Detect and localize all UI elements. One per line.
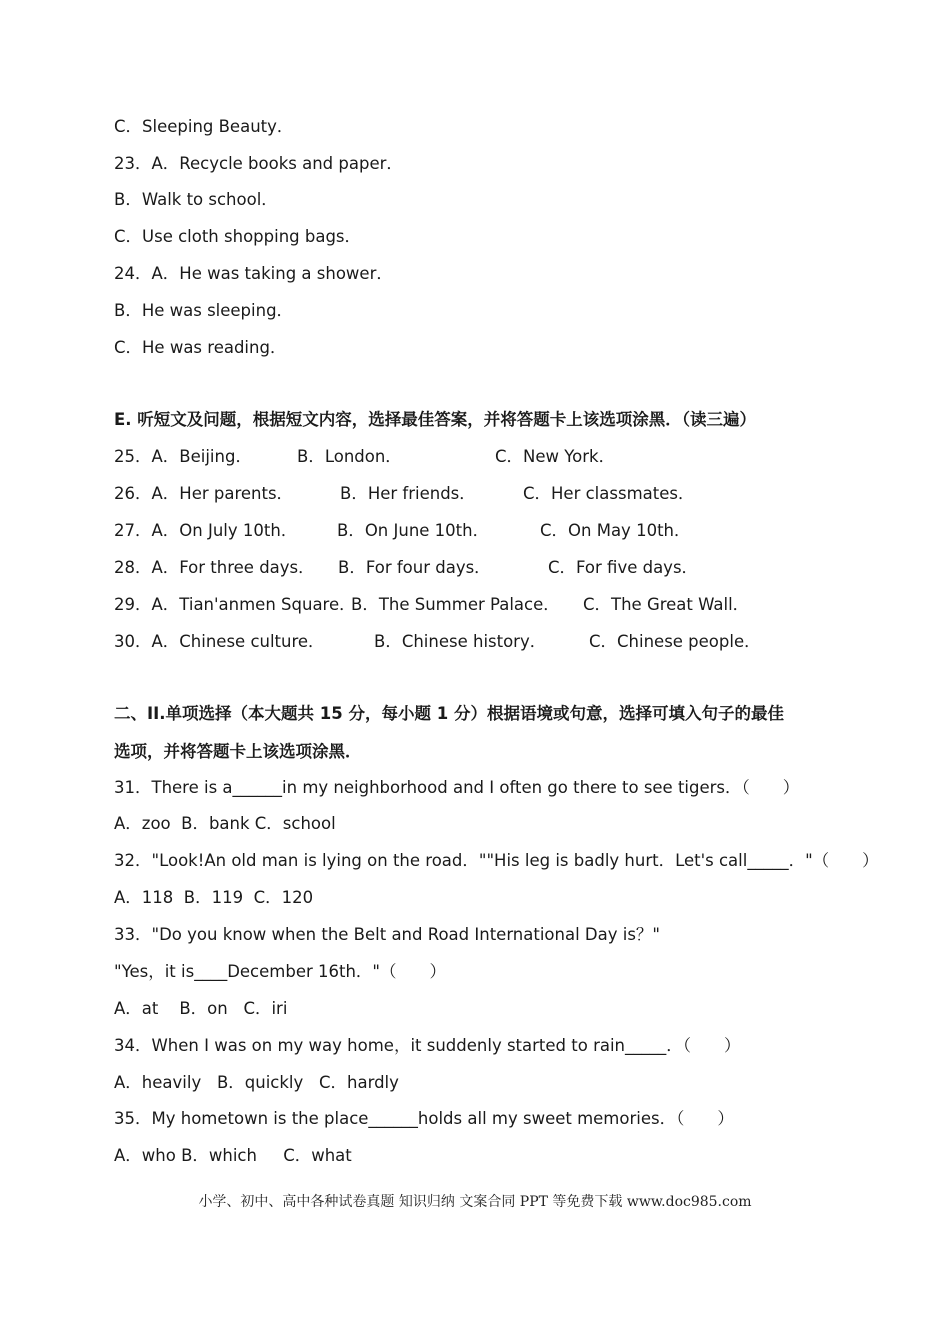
question-34: 34．When I was on my way home，it suddenly started to rain_____．（ ） xyxy=(114,1036,741,1055)
question-33: 33．"Do you know when the Belt and Road International Day is？" xyxy=(114,925,661,944)
question-33-cont: "Yes，it is____December 16th．"（ ） xyxy=(114,962,447,981)
question-31-options: A．zoo B．bank C．school xyxy=(114,814,336,833)
question-line: 23．A．Recycle books and paper． xyxy=(114,154,403,173)
question-32: 32．"Look!An old man is lying on the road．""His leg is badly hurt．Let's call_____．"（ ） xyxy=(114,851,879,870)
option-line: C．Use cloth shopping bags． xyxy=(114,227,362,246)
question-25-a: 25．A．Beijing． xyxy=(114,447,252,466)
question-27-c: C．On May 10th． xyxy=(540,521,691,540)
question-29-b: B．The Summer Palace． xyxy=(351,595,560,614)
question-25-b: B．London． xyxy=(297,447,402,466)
option-line: C．He was reading． xyxy=(114,338,287,357)
question-line: 24．A．He was taking a shower． xyxy=(114,264,393,283)
question-25-c: C．New York． xyxy=(495,447,616,466)
question-35: 35．My hometown is the place______holds all my sweet memories．（ ） xyxy=(114,1109,734,1128)
question-34-options: A．heavily B．quickly C．hardly xyxy=(114,1073,399,1092)
section-ii-heading-cont: 选项，并将答题卡上该选项涂黑． xyxy=(114,742,362,761)
question-27-a: 27．A．On July 10th． xyxy=(114,521,298,540)
question-30-b: B．Chinese history． xyxy=(374,632,547,651)
option-line: B．He was sleeping． xyxy=(114,301,294,320)
question-26-a: 26．A．Her parents． xyxy=(114,484,294,503)
question-29-a: 29．A．Tian'anmen Square． xyxy=(114,595,356,614)
question-30-c: C．Chinese people． xyxy=(589,632,761,651)
section-e-heading: E. 听短文及问题，根据短文内容，选择最佳答案，并将答题卡上该选项涂黑．（读三遍） xyxy=(114,410,757,429)
question-33-options: A．at B．on C．iri xyxy=(114,999,288,1018)
question-32-options: A．118 B．119 C．120 xyxy=(114,888,314,907)
option-line: C．Sleeping Beauty． xyxy=(114,117,294,136)
page-footer: 小学、初中、高中各种试卷真题 知识归纳 文案合同 PPT 等免费下载 www.doc985.com xyxy=(198,1194,752,1210)
question-35-options: A．who B．which C．what xyxy=(114,1146,352,1165)
section-ii-heading: 二、II.单项选择（本大题共 15 分，每小题 1 分）根据语境或句意，选择可填入句子的最佳 xyxy=(114,704,784,723)
question-27-b: B．On June 10th． xyxy=(337,521,490,540)
question-30-a: 30．A．Chinese culture． xyxy=(114,632,325,651)
question-28-c: C．For five days． xyxy=(548,558,699,577)
question-31: 31．There is a______in my neighborhood and I often go there to see tigers．（ ） xyxy=(114,778,800,797)
question-26-c: C．Her classmates． xyxy=(523,484,695,503)
question-28-b: B．For four days． xyxy=(338,558,491,577)
question-26-b: B．Her friends． xyxy=(340,484,476,503)
question-28-a: 28．A．For three days． xyxy=(114,558,315,577)
option-line: B．Walk to school． xyxy=(114,190,278,209)
question-29-c: C．The Great Wall． xyxy=(583,595,750,614)
